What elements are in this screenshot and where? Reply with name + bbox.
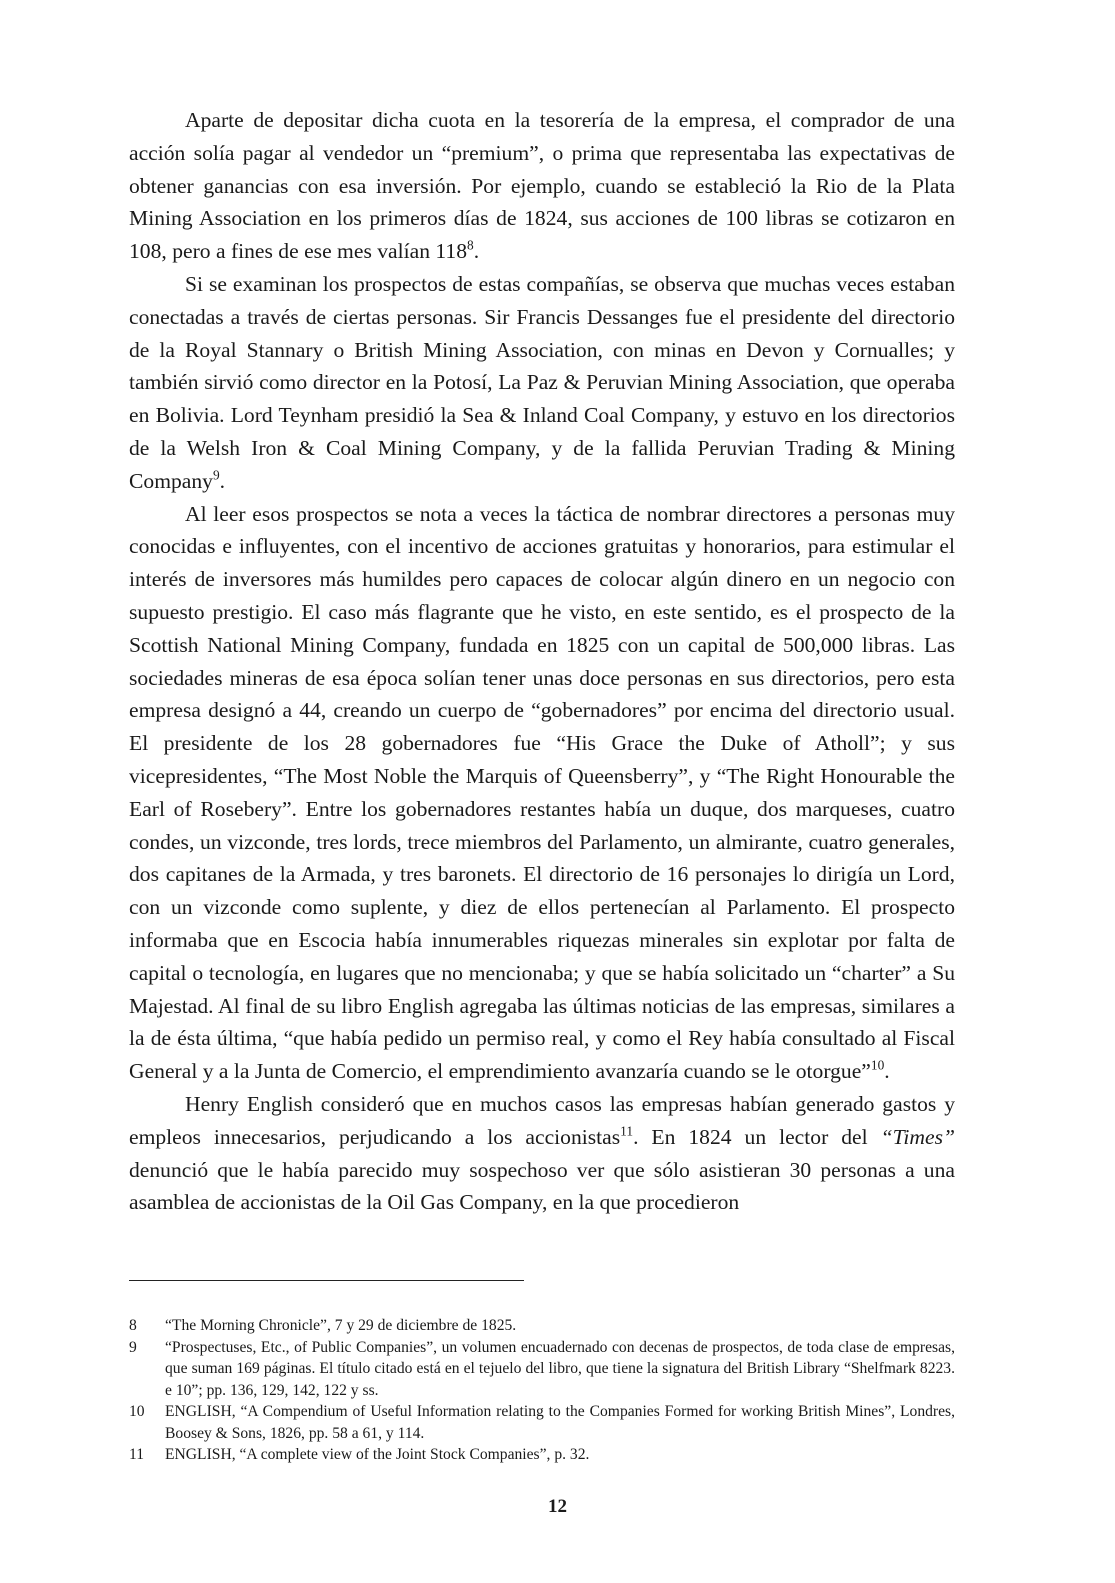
- paragraph: [129, 1088, 955, 1219]
- footnote-number: 10: [129, 1403, 145, 1420]
- paragraph-text: denunció que le había parecido muy sospechoso ver que sólo asistieran 30 personas a una asamblea de accionistas de la Oil Gas Company, en la que procedieron: [129, 1157, 955, 1215]
- paragraph-tail: .: [884, 1059, 890, 1084]
- paragraph: [129, 268, 955, 498]
- paragraph-tail: .: [473, 239, 480, 264]
- footnote: [129, 1315, 955, 1337]
- footnote-ref: 8: [467, 237, 474, 253]
- footnote: [129, 1337, 955, 1402]
- paragraph-text: Aparte de depositar dicha cuota en la tesorería de la empresa, el comprador de una acción solía pagar al vendedor un “premium”, o prima que representaba las expectativas de obtener ganancias con esa inversión. Por ejemplo, cuando se estableció la Rio de la Plata Mining Association en los primeros días de 1824, sus acciones de 100 libras se cotizaron en 108, pero a fines de ese mes valían 118: [129, 108, 955, 264]
- paragraph-text: Henry English consideró que en muchos casos las empresas habían generado gastos y empleos innecesarios, perjudicando a los accionistas: [129, 1091, 955, 1149]
- footnote-text: ENGLISH, “A Compendium of Useful Information relating to the Companies Formed for working British Mines”, Londres, Boosey & Sons, 1826, pp. 58 a 61, y 114.: [165, 1403, 955, 1442]
- paragraph: [129, 104, 955, 268]
- footnote-number: 11: [129, 1446, 145, 1463]
- footnote-number: 8: [129, 1317, 137, 1334]
- paragraph-text: . En 1824 un lector del: [633, 1124, 881, 1149]
- footnote-text: “The Morning Chronicle”, 7 y 29 de diciembre de 1825.: [165, 1317, 517, 1334]
- footnote-text: ENGLISH, “A complete view of the Joint Stock Companies”, p. 32.: [165, 1446, 590, 1463]
- paragraph-text: Si se examinan los prospectos de estas compañías, se observa que muchas veces estaban conectadas a través de ciertas personas. Sir Francis Dessanges fue el presidente del directorio de la Royal Stannary o British Mining Association, con minas en Devon y Cornualles; y también sirvió como director en la Potosí, La Paz & Peruvian Mining Association, que operaba en Bolivia. Lord Teynham presidió la Sea & Inland Coal Company, y estuvo en los directorios de la Welsh Iron & Coal Mining Company, y de la fallida Peruvian Trading & Mining Company: [129, 271, 955, 493]
- page-number: 12: [548, 1496, 567, 1517]
- newspaper-title: “Times”: [880, 1124, 955, 1149]
- footnote-ref: 10: [870, 1057, 885, 1073]
- footnote-number: 9: [129, 1338, 137, 1356]
- footnote: [129, 1444, 955, 1466]
- paragraph-text: Al leer esos prospectos se nota a veces la táctica de nombrar directores a personas muy conocidas e influyentes, con el incentivo de acciones gratuitas y honorarios, para estimular el interés de inversores más humildes pero capaces de colocar algún dinero en un negocio con supuesto prestigio. El caso más flagrante que he visto, en este sentido, es el prospecto de la Scottish National Mining Company, fundada en 1825 con un capital de 500,000 libras. Las sociedades mineras de esa época solían tener unas doce personas en sus directorios, pero esta empresa designó a 44, creando un cuerpo de “gobernadores” por encima del directorio usual. El presidente de los 28 gobernadores fue “His Grace the Duke of Atholl”; y sus vicepresidentes, “The Most Noble the Marquis of Queensberry”, y “The Right Honourable the Earl of Rosebery”. Entre los gobernadores restantes había un duque, dos marqueses, cuatro condes, un vizconde, tres lords, trece miembros del Parlamento, un almirante, cuatro generales, dos capitanes de la Armada, y tres baronets. El directorio de 16 personajes lo dirigía un Lord, con un vizconde como suplente, y diez de ellos pertenecían al Parlamento. El prospecto informaba que en Escocia había innumerables riquezas minerales sin explotar por falta de capital o tecnología, en lugares que no mencionaba; y que se había solicitado un “charter” a Su Majestad. Al final de su libro English agregaba las últimas noticias de las empresas, similares a la de ésta última, “que había pedido un permiso real, y como el Rey había consultado al Fiscal General y a la Junta de Comercio, el emprendimiento avanzaría cuando se le otorgue”: [129, 501, 955, 1084]
- footnote-ref: 9: [212, 467, 220, 483]
- body-text: [129, 104, 955, 1219]
- paragraph: [129, 498, 955, 1088]
- footnotes: [129, 1315, 955, 1466]
- footnote: [129, 1401, 955, 1444]
- paragraph-tail: .: [219, 468, 226, 493]
- footnote-separator: [129, 1280, 524, 1281]
- footnote-text: “Prospectuses, Etc., of Public Companies”, un volumen encuadernado con decenas de prospectos, de toda clase de empresas, que suman 169 páginas. El título citado está en el tejuelo del libro, que tiene la signatura del British Library “Shelfmark 8223. e 10”; pp. 136, 129, 142, 122 y ss.: [165, 1338, 955, 1399]
- footnote-ref: 11: [620, 1123, 634, 1139]
